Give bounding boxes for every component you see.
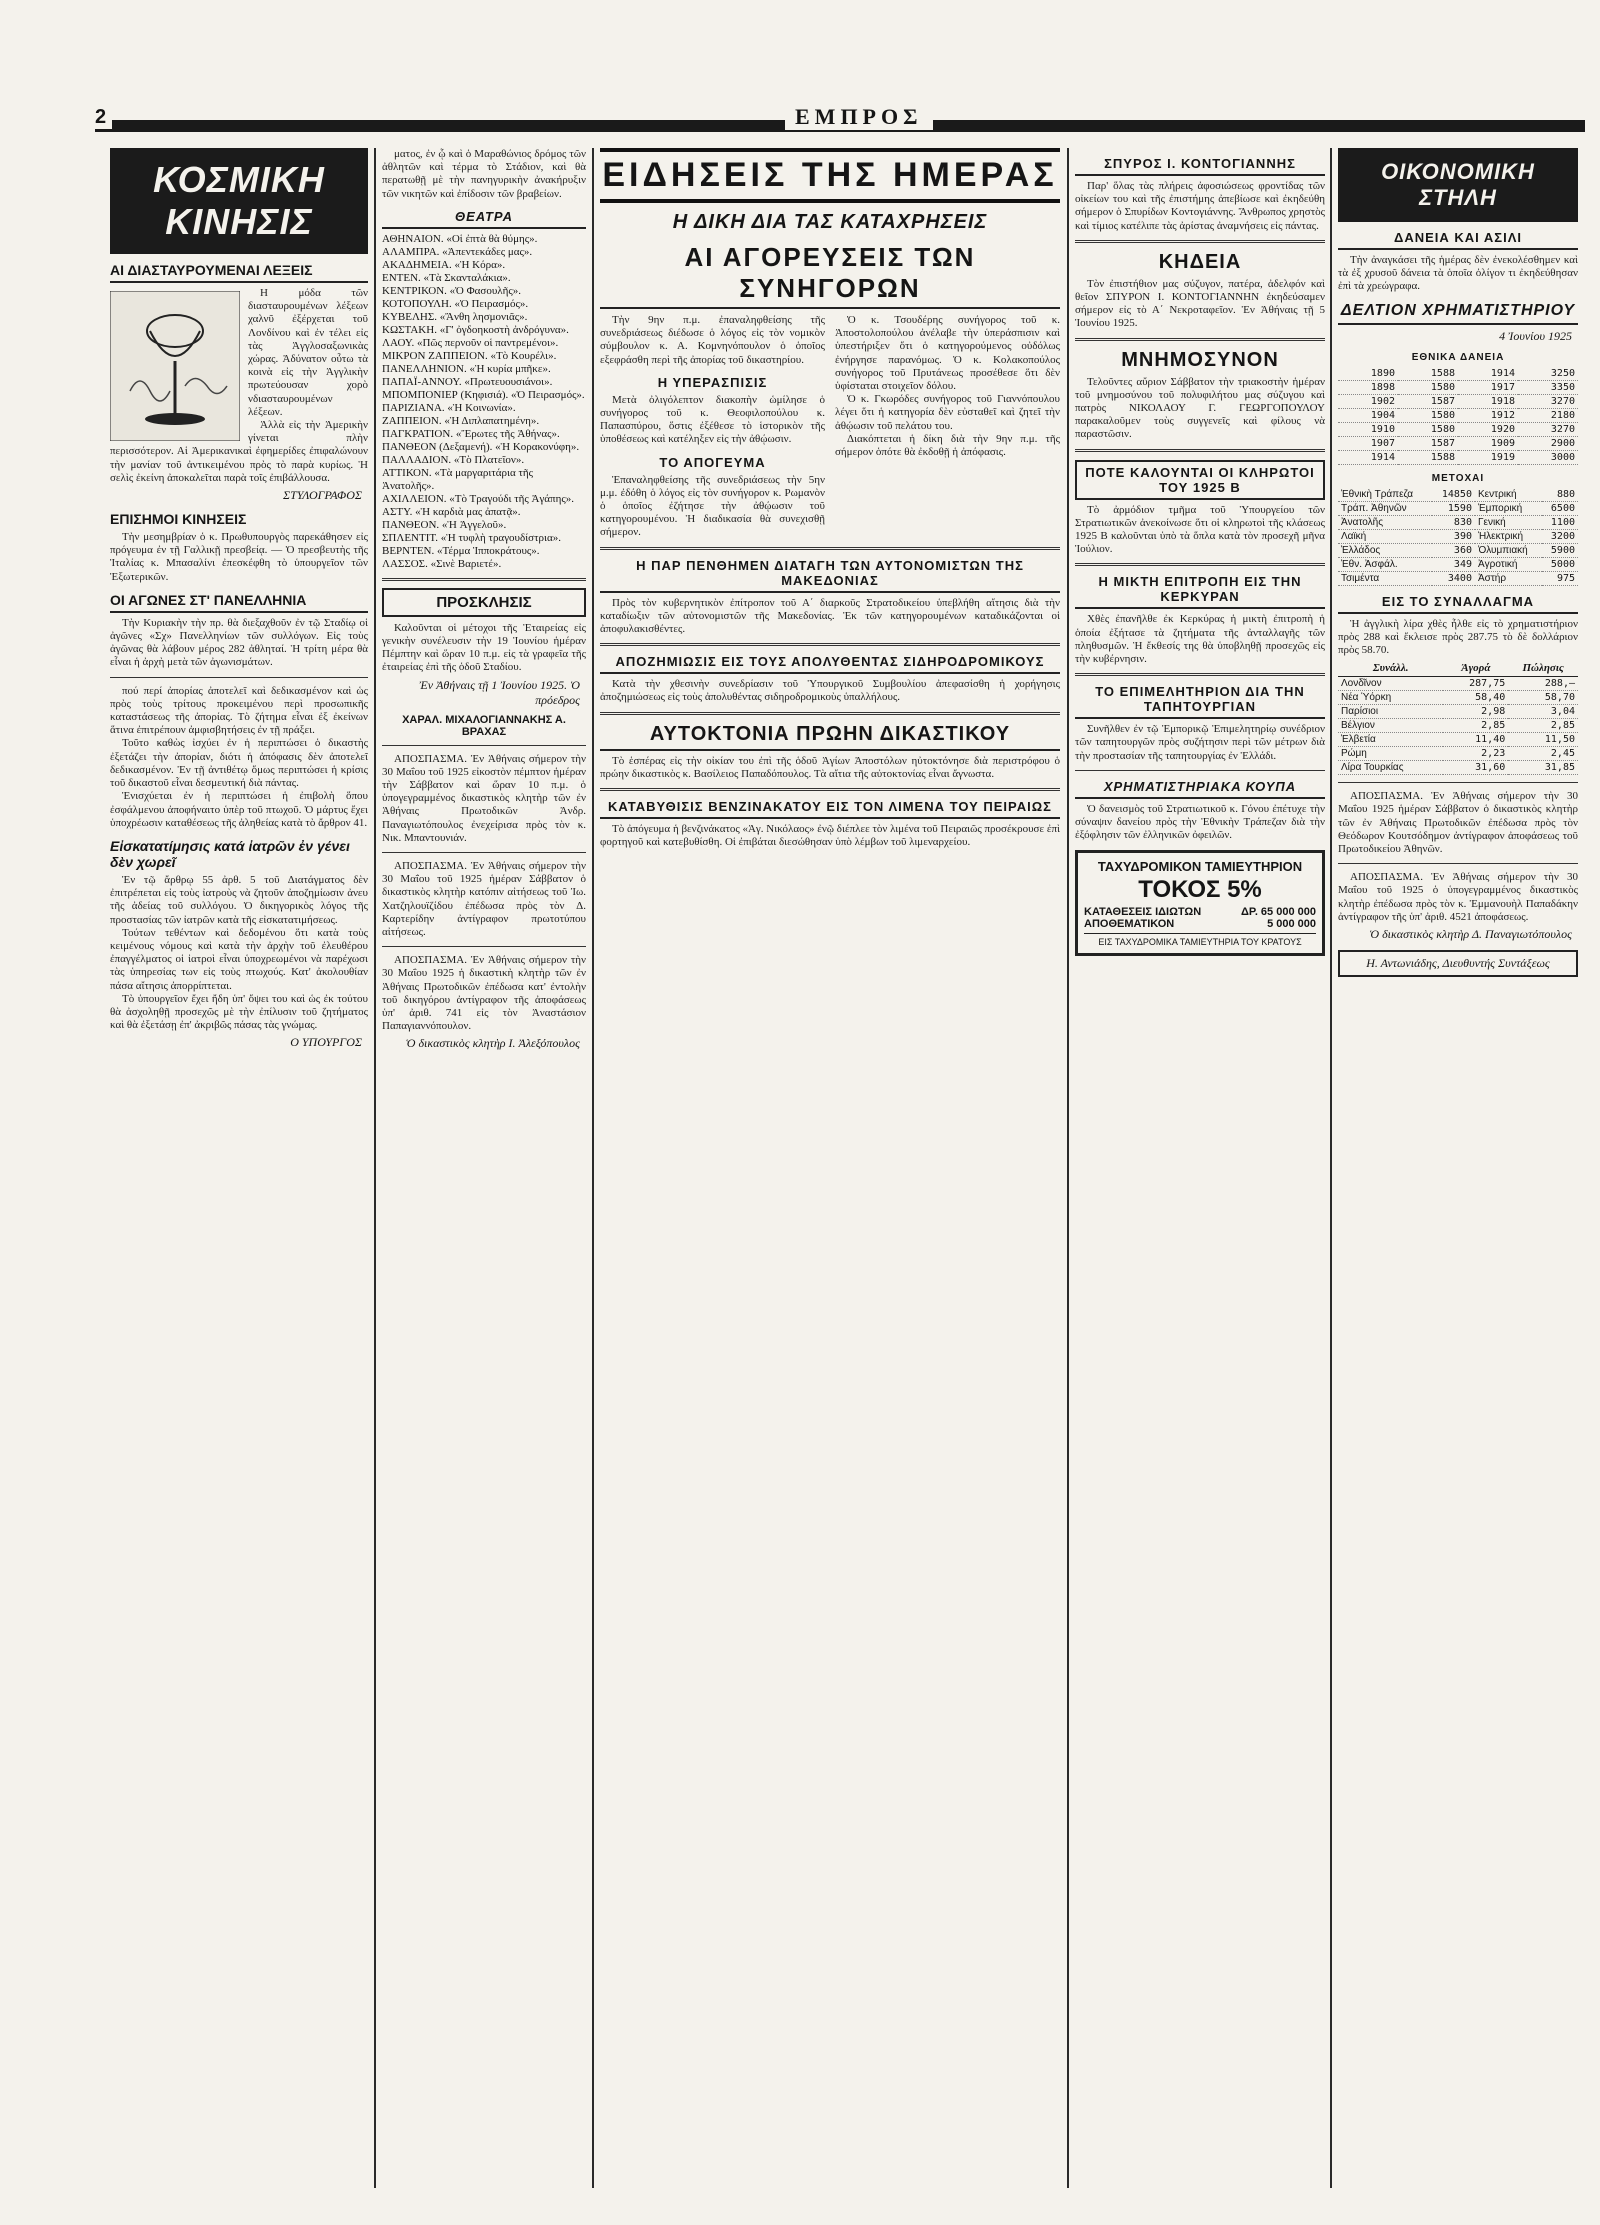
divider [382, 578, 586, 581]
article-paragraph: Ἐν τῷ ἄρθρῳ 55 ἀρθ. 5 τοῦ Διατάγματος δὲν ἐπιτρέπεται εἰς τοὺς ἰατροὺς νὰ ζητοῦν ἀποζημίωσιν ἀνευ τῆς ἀδείας τοῦ συλλόγου. Ὁ δικηγορικὸς λόγος τῆς προστασίας τῶν ἰατρῶν κατὰ τῆς εἰσκατατιμήσεως. [110, 873, 368, 926]
subheading: ΤΟ ΑΠΟΓΕΥΜΑ [659, 454, 766, 470]
theatre-listing: ΛΑΟΥ. «Πῶς περνοῦν οἱ παντρεμένοι». [382, 336, 559, 349]
ad-row [1084, 918, 1316, 930]
table-row [1338, 719, 1578, 733]
article-paragraph: Ἐνισχύεται ἐν ἡ περιπτώσει ἡ ἐπιβολὴ ὅπου ἐσφάλμενου ἀποφήναιτο ὑπὲρ τοῦ πτωχοῦ. Ὁ μάρτυς ἔχει ὑποχρέωσιν καταθέσεως τῆς ἀληθείας κατὰ τὸ ἄρθρον 41. [110, 790, 368, 829]
article-paragraph: Χθὲς ἐπανῆλθε ἐκ Κερκύρας ἡ μικτὴ ἐπιτροπὴ ἡ ὁποία ἐξήτασε τὰ ζητήματα τῆς ἀνταλλαγῆς τῶν πληθυσμῶν. Ἡ ἔκθεσίς της θὰ ὑποβληθῇ προσεχῶς εἰς τὴν κυβέρνησιν. [1075, 613, 1325, 666]
page-number: 2 [95, 106, 112, 129]
column-header: Συνάλλ. [1338, 660, 1443, 677]
article-signature: ΧΑΡΑΛ. ΜΙΧΑΛΟΓΙΑΝΝΑΚΗΣ Α. ΒΡΑΧΑΣ [402, 713, 566, 738]
table-cell: 2,85 [1508, 719, 1578, 733]
table-cell: Βέλγιον [1338, 719, 1443, 733]
article-paragraph: Τούτων τεθέντων καὶ δεδομένου ὅτι κατὰ τοὺς κειμένους νόμους καὶ κατὰ τὴν ἀρχὴν τοῦ ἐλευθέρου ἐπαγγέλματος οἱ ἰατροὶ εἶναι ὑποχρεωμένοι νὰ παρέχωσι τὰς ὑπηρεσίας των εἰς τοὺς πτωχούς. Κατ' ἀκολουθίαν πάσα αἴτησις ἀπορρίπτεται. [110, 926, 368, 992]
column-header: Πώλησις [1508, 660, 1578, 677]
table-cell: 1587 [1398, 394, 1458, 408]
shares-table [1338, 488, 1578, 586]
theatre-list [382, 233, 586, 571]
table-cell: 5000 [1542, 557, 1578, 571]
column-theatres [382, 148, 586, 2188]
subheading: Η ΥΠΕΡΑΣΠΙΣΙΣ [657, 374, 768, 390]
table-cell: 349 [1432, 557, 1475, 571]
table-heading: ΕΘΝΙΚΑ ΔΑΝΕΙΑ [1411, 351, 1505, 363]
subheading: Η ΜΙΚΤΗ ΕΠΙΤΡΟΠΗ ΕΙΣ ΤΗΝ ΚΕΡΚΥΡΑΝ [1075, 574, 1325, 609]
legal-notice: ΑΠΟΣΠΑΣΜΑ. Ἐν Ἀθήναις σήμερον τὴν 30 Μαΐου τοῦ 1925 εἰκοστὸν πέμπτον ἡμέραν τὴν Σάββατον καὶ ὥραν 10 π.μ. ὁ ὑπογεγραμμένος δικαστικὸς κλητὴρ τῶν ἐν Ἀθήναις Πρωτοδικῶν Ἀνδρ. Παναγιωτόπουλος ἐνεχείρισα πρὸς τὸν κ. Νικ. Μπαντουνιάν. [382, 752, 586, 844]
divider [1075, 673, 1325, 676]
funeral-heading: ΚΗΔΕΙΑ [1158, 250, 1242, 273]
table-cell: 31,60 [1443, 761, 1508, 775]
table-cell: 1100 [1542, 515, 1578, 529]
theatre-listing: ΜΙΚΡΟΝ ΖΑΠΠΕΙΟΝ. «Τὸ Κουρέλι». [382, 349, 557, 362]
savings-bank-advertisement [1075, 850, 1325, 956]
divider [1075, 338, 1325, 341]
table-cell: 14850 [1432, 488, 1475, 502]
article-paragraph: Τὴν μεσημβρίαν ὁ κ. Πρωθυπουργὸς παρεκάθησεν εἰς πρόγευμα ἐν τῇ Γαλλικῇ πρεσβείᾳ. — Ὁ πρεσβευτὴς τῆς Ἰταλίας κ. Μπασαλίνι ἐπεσκέφθη τὸ ὑπουργεῖον τῶν Ἐξωτερικῶν. [110, 531, 368, 583]
theatre-listing: ΚΟΤΟΠΟΥΛΗ. «Ὁ Πειρασμός». [382, 297, 529, 310]
table-cell: 2,85 [1443, 719, 1508, 733]
table-cell: 1590 [1432, 501, 1475, 515]
table-cell: Ἐθν. Ἀσφάλ. [1338, 557, 1432, 571]
theatre-listing: ΕΝΤΕΝ. «Τὰ Σκανταλάκια». [382, 271, 511, 284]
table-cell: 2,98 [1443, 705, 1508, 719]
article-signature: Ὁ δικαστικὸς κλητὴρ Δ. Παναγιωτόπουλος [1369, 927, 1572, 942]
subheading: ΑΥΤΟΚΤΟΝΙΑ ΠΡΩΗΝ ΔΙΚΑΣΤΙΚΟΥ [600, 723, 1060, 751]
table-row [1338, 367, 1578, 381]
table-row [1338, 747, 1578, 761]
article-paragraph: Ὁ κ. Γκωρόδες συνήγορος τοῦ Γιαννόπουλου λέγει ὅτι ἡ κατηγορία δὲν εὐσταθεῖ καὶ ζητεῖ τὴν ἀθῴωσιν τοῦ πελάτου του. [835, 393, 1060, 432]
theatre-listing: ΑΛΑΜΠΡΑ. «Ἀπεντεκάδες μας». [382, 245, 533, 258]
table-cell: 3200 [1542, 529, 1578, 543]
table-row [1338, 488, 1578, 502]
table-cell: 6500 [1542, 501, 1578, 515]
ad-row [1084, 906, 1316, 918]
table-cell: Ἀγροτική [1475, 557, 1542, 571]
table-cell: 360 [1432, 543, 1475, 557]
subheading: Η ΠΑΡ ΠΕΝΘΗΜΕΝ ΔΙΑΤΑΓΗ ΤΩΝ ΑΥΤΟΝΟΜΙΣΤΩΝ ΤΗΣ ΜΑΚΕΔΟΝΙΑΣ [600, 558, 1060, 593]
theatre-listing: ΠΑΝΘΕΟΝ. «Ἡ Ἀγγελοῦ». [382, 518, 507, 531]
table-row [1338, 733, 1578, 747]
table-cell: 1580 [1398, 408, 1458, 422]
article-paragraph: ματος, ἐν ᾧ καὶ ὁ Μαραθώνιος δρόμος τῶν ἀθλητῶν καὶ τέρμα τὸ Στάδιον, καὶ θὰ περατωθῇ μὲ τὴν πανηγυρικὴν ἀνακήρυξιν τῶν νικητῶν καὶ ἐπίδοσιν τῶν βραβείων. [382, 148, 586, 200]
article-paragraph: Συνῆλθεν ἐν τῷ Ἐμπορικῷ Ἐπιμελητηρίῳ συνέδριον τῶν ταπητουργῶν πρὸς συζήτησιν περὶ τῶν μέτρων διὰ τὴν προστασίαν τῆς ταπητουργίας ἐν Ἑλλάδι. [1075, 723, 1325, 762]
table-row [1338, 394, 1578, 408]
legal-notice: ΑΠΟΣΠΑΣΜΑ. Ἐν Ἀθήναις σήμερον τὴν 30 Μαΐου τοῦ 1925 ὁ ὑπογεγραμμένος δικαστικὸς κλητὴρ ἐπέδωσα πρὸς τὸν κ. Ἐμμανουὴλ Παπαδάκην ἀντίγραφον τῆς ὑπ' ἀριθ. 4521 ἀποφάσεως. [1338, 871, 1578, 923]
article-paragraph: Τὴν 9ην π.μ. ἐπαναληφθείσης τῆς συνεδριάσεως διέδωσε ὁ λόγος εἰς τὸν νομικὸν σύμβουλον κ. Α. Κομνηνόπουλον ὁ ὁποῖος εξεφράσθη περὶ τῆς ἀπορίας τοῦ δικαστηρίου. [600, 314, 825, 366]
table-cell: 1588 [1398, 450, 1458, 464]
ad-footer: ΕΙΣ ΤΑΧΥΔΡΟΜΙΚΑ ΤΑΜΙΕΥΤΗΡΙΑ ΤΟΥ ΚΡΑΤΟΥΣ [1084, 933, 1316, 947]
article-paragraph: Παρ' ὅλας τὰς πλήρεις ἀφοσιώσεως φροντίδας τῶν οἰκείων του καὶ τῆς ἐπιστήμης ἀπεβίωσε καὶ ἐκηδεύθη σήμερον ὁ Σπυρίδων Κοντογιάννης. Ἄνθρωπος χρηστὸς καὶ τίμιος κατέλιπε τὰς ἀρίστας ἀναμνήσεις εἰς πάντας. [1075, 180, 1325, 232]
article-paragraph: Τὴν ἀναγκάσει τῆς ἡμέρας δὲν ἐνεκολέσθημεν καὶ τὰ ἐξ χρυσοῦ δάνεια τὰ ὁποῖα ὀλίγον τι ἐκηδεύθησαν ἐπὶ τὰ χρεώγραφα. [1338, 254, 1578, 293]
table-cell: Ἀστήρ [1475, 571, 1542, 585]
legal-notice: ΑΠΟΣΠΑΣΜΑ. Ἐν Ἀθήναις σήμερον τὴν 30 Μαΐου τοῦ 1925 ἡμέραν Σάββατον ὁ δικαστικὸς κλητὴρ κατόπιν αἰτήσεως τοῦ Ἰω. Χατζηλουϊζίδου ἐπέδωσα πρὸς τὸν Δ. Καρτερίδην ἀντίγραφον πρωτοτύπου αἰτήσεως. [382, 860, 586, 939]
table-row [1338, 677, 1578, 691]
table-cell: 1918 [1458, 394, 1518, 408]
divider [1075, 449, 1325, 452]
editor-box: Η. Αντωνιάδης, Διευθυντής Συντάξεως [1338, 950, 1578, 977]
table-cell: Ἐθνικὴ Τράπεζα [1338, 488, 1432, 502]
table-row [1338, 501, 1578, 515]
divider [1075, 240, 1325, 243]
two-column-body [600, 314, 1060, 540]
table-cell: 1580 [1398, 380, 1458, 394]
article-paragraph: Καλοῦνται οἱ μέτοχοι τῆς Ἑταιρείας εἰς γενικὴν συνέλευσιν τὴν 19 Ἰουνίου ἡμέραν Πέμπτην καὶ ὥραν 10 π.μ. εἰς τὰ γραφεῖα τῆς ἐταιρείας ἐπὶ τῆς ὁδοῦ Σταδίου. [382, 621, 586, 674]
table-heading: ΕΙΣ ΤΟ ΣΥΝΑΛΛΑΓΜΑ [1338, 594, 1578, 614]
theatre-listing: ΖΑΠΠΕΙΟΝ. «Ἡ Διπλαπατημένη». [382, 414, 540, 427]
national-loans-table [1338, 367, 1578, 465]
ad-row-label: ΚΑΤΑΘΕΣΕΙΣ ΙΔΙΩΤΩΝ [1084, 906, 1202, 919]
table-cell: 5900 [1542, 543, 1578, 557]
table-cell: 1919 [1458, 450, 1518, 464]
article-paragraph: Ἐπαναληφθείσης τῆς συνεδριάσεως τὴν 5ην μ.μ. ἐδόθη ὁ λόγος εἰς τὸν συνήγορον κ. Ρωμανὸν ὁ ὁποῖος ἐζήτησε τὴν ἀθῴωσιν τοῦ κατηγορουμένου. Ἡ διαδικασία θὰ συνεχισθῇ σήμερον. [600, 473, 825, 539]
table-cell: 1904 [1338, 408, 1398, 422]
table-cell: 1907 [1338, 436, 1398, 450]
table-cell: Ὀλυμπιακή [1475, 543, 1542, 557]
article-paragraph: Κατὰ τὴν χθεσινὴν συνεδρίασιν τοῦ Ὑπουργικοῦ Συμβουλίου ἀπεφασίσθη ἡ χορήγησις ἀποζημιώσεως εἰς τοὺς ἀπολυθέντας σιδηροδρομικοὺς ὑπαλλήλους. [600, 678, 1060, 704]
divider [1075, 770, 1325, 771]
theatre-listing: ΠΑΓΚΡΑΤΙΟΝ. «Ἔρωτες τῆς Ἀθήνας». [382, 427, 560, 440]
article-paragraph: Τὸ ἀπόγευμα ἡ βενζινάκατος «Ἀγ. Νικόλαος» ἐνῷ διέπλεε τὸν λιμένα τοῦ Πειραιῶς προσέκρουσε ἐπὶ φορτηγοῦ καὶ κατεβυθίσθη. Οἱ ἐπιβάται διεσώθησαν ὑπὸ λέμβων τοῦ λιμεναρχείου. [600, 823, 1060, 849]
theatre-listing: ΠΑΠΑΪ-ΑΝΝΟΥ. «Πρωτευουσιάνοι». [382, 375, 553, 388]
column-divider [1330, 148, 1332, 2188]
table-row [1338, 571, 1578, 585]
theatre-listing: ΛΑΣΣΟΣ. «Σινὲ Βαριετέ». [382, 557, 502, 570]
article-signature: ΣΤΥΛΟΓΡΑΦΟΣ [282, 488, 362, 503]
table-cell: Γενική [1475, 515, 1542, 529]
divider [600, 788, 1060, 791]
table-cell: 58,70 [1508, 691, 1578, 705]
table-row [1338, 543, 1578, 557]
section-banner-news: ΕΙΔΗΣΕΙΣ ΤΗΣ ΗΜΕΡΑΣ [600, 148, 1060, 203]
table-cell: 1902 [1338, 394, 1398, 408]
table-cell: 11,50 [1508, 733, 1578, 747]
table-cell: 1914 [1458, 367, 1518, 381]
ad-row-label: ΑΠΟΘΕΜΑΤΙΚΟΝ [1084, 918, 1175, 931]
article-headline: ΟΙ ΑΓΩΝΕΣ ΣΤ' ΠΑΝΕΛΛΗΝΙΑ [110, 592, 368, 613]
table-cell: Τσιμέντα [1338, 571, 1432, 585]
article-paragraph: Ἡ ἀγγλικὴ λίρα χθὲς ἦλθε εἰς τὸ χρηματιστήριον πρὸς 288 καὶ ἔκλεισε πρὸς 287.75 τὸ δὲ δολλάριον πρὸς 58.70. [1338, 617, 1578, 657]
table-cell: 31,85 [1508, 761, 1578, 775]
table-cell: Ρώμη [1338, 747, 1443, 761]
table-cell: 1920 [1458, 422, 1518, 436]
column-divider [1067, 148, 1069, 2188]
subheading: ΠΟΤΕ ΚΑΛΟΥΝΤΑΙ ΟΙ ΚΛΗΡΩΤΟΙ ΤΟΥ 1925 Β [1075, 460, 1325, 500]
article-paragraph: Διακόπτεται ἡ δίκη διὰ τὴν 9ην π.μ. τῆς σήμερον ὁπότε θὰ ἐκδοθῇ ἡ ἀπόφασις. [835, 432, 1060, 459]
table-cell: 3400 [1432, 571, 1475, 585]
column-divider [374, 148, 376, 2188]
divider [382, 745, 586, 746]
table-cell: 1580 [1398, 422, 1458, 436]
memorial-heading: ΜΝΗΜΟΣΥΝΟΝ [1121, 348, 1279, 371]
table-cell: 1890 [1338, 367, 1398, 381]
table-cell: 2,45 [1508, 747, 1578, 761]
column-news [600, 148, 1060, 2188]
ad-row-value: 5 000 000 [1267, 918, 1316, 931]
article-signature: Ο ΥΠΟΥΡΓΟΣ [290, 1035, 362, 1050]
table-cell: 3270 [1518, 422, 1578, 436]
theatre-listing: ΣΠΛΕΝΤΙΤ. «Ἡ τυφλὴ τραγουδίστρια». [382, 531, 561, 544]
column-divider [592, 148, 594, 2188]
ad-interest-rate: ΤΟΚΟΣ 5% [1138, 876, 1262, 904]
table-cell: 880 [1542, 488, 1578, 502]
article-paragraph: Ὁ κ. Τσουδέρης συνήγορος τοῦ κ. Ἀποστολοπούλου ἀνέλαβε τὴν ὑπεράσπισιν καὶ ὑπεστήριξεν ὅτι ὁ κατηγορούμενος οὐδόλως ἐνήργησε παρανόμως. Ὁ κ. Κολακοπούλος συνήγορος τοῦ Πρυτάνεως προσέθεσε ὅτι δὲν ὑφίσταται στοιχεῖον δόλου. [835, 314, 1060, 393]
table-cell: Λαϊκή [1338, 529, 1432, 543]
theatre-listing: ΑΘΗΝΑΙΟΝ. «Οἱ ἐπτὰ θὰ θύμης». [382, 232, 538, 245]
theatre-listing: ΑΤΤΙΚΟΝ. «Τὰ μαργαριτάρια τῆς Ἀνατολῆς». [382, 466, 534, 492]
table-cell: Κεντρική [1475, 488, 1542, 502]
table-cell: 1912 [1458, 408, 1518, 422]
table-cell: 1917 [1458, 380, 1518, 394]
theatres-heading: ΘΕΑΤΡΑ [382, 209, 586, 229]
exchange-bulletin-heading: ΔΕΛΤΙΟΝ ΧΡΗΜΑΤΙΣΤΗΡΙΟΥ [1338, 302, 1578, 325]
column-header: Ἀγορά [1443, 660, 1508, 677]
divider [1338, 782, 1578, 783]
article-signature: Ὁ δικαστικὸς κλητὴρ Ι. Ἀλεξόπουλος [405, 1036, 580, 1051]
table-cell: 1910 [1338, 422, 1398, 436]
divider [382, 946, 586, 947]
article-paragraph: Ἀλλὰ εἰς τὴν Ἀμερικὴν γίνεται πλὴν περισσότερον. Αἱ Ἀμερικανικαὶ ἐφημερίδες ἐπιφαλώνουν τὴν μανίαν τοῦ ἀντικειμένου πρὸς τὸ παρὰ κυρίως. Ἡ σελὶς ἐκείνη ἀποκαλεῖται παρὰ τοῖς ἐπιβάλλουσα. [110, 419, 368, 484]
table-cell: 1914 [1338, 450, 1398, 464]
divider [600, 643, 1060, 646]
table-cell: 1587 [1398, 436, 1458, 450]
table-cell: Ἠλεκτρική [1475, 529, 1542, 543]
table-cell: Λονδῖνον [1338, 677, 1443, 691]
theatre-listing: ΚΕΝΤΡΙΚΟΝ. «Ὁ Φασουλῆς». [382, 284, 522, 297]
article-paragraph: Τὸν ἐπιστήθιον μας σύζυγον, πατέρα, ἀδελφόν καὶ θεῖον ΣΠΥΡΟΝ Ι. ΚΟΝΤΟΓΙΑΝΝΗΝ ἐκηδεύσαμεν σήμερον εἰς τὸ Α΄ Νεκροταφεῖον. Ἐν Ἀθήναις τῇ 5 Ἰουνίου 1925. [1075, 277, 1325, 330]
table-row [1338, 705, 1578, 719]
exchange-rates-table [1338, 660, 1578, 775]
table-cell: 3,04 [1508, 705, 1578, 719]
divider [1075, 563, 1325, 566]
theatre-listing: ΠΑΡΙΖΙΑΝΑ. «Ἡ Κοινωνία». [382, 401, 516, 414]
table-cell: 3350 [1518, 380, 1578, 394]
divider [110, 677, 368, 678]
article-paragraph: Μετὰ ὀλιγόλεπτον διακοπὴν ὡμίλησε ὁ συνήγορος τοῦ κ. Θεοφιλοπούλου κ. Παπασπύρου, ὅστις ἐξέθεσε τὸ ἱστορικὸν τῆς ὑποθέσεως καὶ κατέληξεν εἰς τὴν ἀθῴωσιν. [600, 393, 825, 446]
table-row [1338, 408, 1578, 422]
main-headline: ΑΙ ΑΓΟΡΕΥΣΕΙΣ ΤΩΝ ΣΥΝΗΓΟΡΩΝ [600, 242, 1060, 309]
divider [600, 712, 1060, 715]
table-cell: Τράπ. Ἀθηνῶν [1338, 501, 1432, 515]
article-paragraph: Τὸ ἑσπέρας εἰς τὴν οἰκίαν του ἐπὶ τῆς ὁδοῦ Ἀγίων Ἀποστόλων ηὐτοκτόνησε διὰ περιστρόφου ὁ πρώην δικαστικὸς κ. Βασίλειος Παπαδόπουλος. Τὰ αἴτια τῆς αὐτοκτονίας εἶναι ἄγνωστα. [600, 754, 1060, 780]
table-row [1338, 529, 1578, 543]
table-cell: Ἐμπορική [1475, 501, 1542, 515]
table-cell: 3250 [1518, 367, 1578, 381]
table-cell: 1898 [1338, 380, 1398, 394]
column-society [110, 148, 368, 2188]
table-cell: 3270 [1518, 394, 1578, 408]
subheading: ΚΑΤΑΒΥΘΙΣΙΣ ΒΕΝΖΙΝΑΚΑΤΟΥ ΕΙΣ ΤΟΝ ΛΙΜΕΝΑ ΤΟΥ ΠΕΙΡΑΙΩΣ [600, 799, 1060, 819]
lamp-icon [110, 291, 240, 441]
table-cell: Λίρα Τουρκίας [1338, 761, 1443, 775]
theatre-listing: ΚΥΒΕΛΗΣ. «Ἄνθη λησμονιᾶς». [382, 310, 528, 323]
theatre-listing: ΚΩΣΤΑΚΗ. «Γ' ὀγδοηκοστὴ ἀνδρόγυνα». [382, 323, 569, 336]
table-row [1338, 422, 1578, 436]
table-cell: 2,23 [1443, 747, 1508, 761]
paper-name: ΕΜΠΡΟΣ [785, 104, 933, 130]
left-body [600, 314, 825, 540]
table-cell: 830 [1432, 515, 1475, 529]
table-row [1338, 380, 1578, 394]
bulletin-date: 4 Ἰουνίου 1925 [1499, 328, 1572, 343]
table-cell: Ἑλβετία [1338, 733, 1443, 747]
table-cell: 288,— [1508, 677, 1578, 691]
article-paragraph: Τοῦτο καθὼς ἰσχύει ἐν ἡ περιπτώσει ὁ δικαστὴς ἐξετάζει τὴν ἀπορίαν, διότι ἡ ἀπόφασις δὲν ἀποτελεῖ δεδικασμένον. Ἐν τῇ ἀντιθέτῳ ὅμως περιπτώσει ἡ κρίσις τοῦ δικαστοῦ εἶναι δεσμευτική διὰ πάντας. [110, 737, 368, 790]
table-row [1338, 557, 1578, 571]
theatre-listing: ΑΚΑΔΗΜΕΙΑ. «Ἡ Κόρα». [382, 258, 506, 271]
article-paragraph: Η μόδα τῶν διασταυρουμένων λέξεων χαλνῦ ἐξέρχεται τοῦ Λονδίνου καὶ ἐν τέλει εἰς τὰς Ἀγγλοσαξωνικὰς χώρας. Ἀδύνατον οὖτω τὰ κοινὰ εἰς τὴν Ἀγγλικὴν πρωτεύουσαν χορὸ νδιασταυρουμένων λέξεων. [248, 287, 368, 418]
article-paragraph: Τὴν Κυριακὴν τὴν πρ. θὰ διεξαχθοῦν ἐν τῷ Σταδίῳ οἱ ἀγῶνες «Σχ» Πανελληνίων τῶν συλλόγων. Εἰς τοὺς ἀγῶνας θὰ λάβουν μέρος 282 ἀθληταί. Ἡ τρίτη μέρα θὰ εἶναι ἡ ἀρχὴ μετὰ τῶν ἀγωνισμάτων. [110, 616, 368, 669]
article-paragraph: Τελοῦντες αὔριον Σάββατον τὴν τριακοστὴν ἡμέραν τοῦ μνημοσύνου τοῦ πολυφιλήτου μας σύζυγου καὶ πατρὸς ΝΙΚΟΛΑΟΥ Γ. ΓΕΩΡΓΟΠΟΥΛΟΥ παρακαλοῦμεν τοὺς συγγενεῖς καὶ φίλους νὰ παραστῶσιν. [1075, 375, 1325, 441]
theatre-listing: ΑΧΙΛΛΕΙΟΝ. «Τὸ Τραγούδι τῆς Ἀγάπης». [382, 492, 574, 505]
theatre-listing: ΑΣΤΥ. «Ἡ καρδιὰ μας ἀπατᾷ». [382, 505, 521, 518]
table-cell: 1588 [1398, 367, 1458, 381]
table-row [1338, 691, 1578, 705]
table-cell: Παρίσιοι [1338, 705, 1443, 719]
column-notices [1075, 148, 1325, 2188]
table-cell: Νέα Ὑόρκη [1338, 691, 1443, 705]
table-header-row [1338, 660, 1578, 677]
divider [1338, 863, 1578, 864]
table-cell: 11,40 [1443, 733, 1508, 747]
theatre-listing: ΠΑΝΘΕΟΝ (Δεξαμενή). «Ἡ Κορακονύφη». [382, 440, 580, 453]
table-cell: 390 [1432, 529, 1475, 543]
theatre-listing: ΠΑΛΛΑΔΙΟΝ. «Τὸ Πλατεῖον». [382, 453, 525, 466]
table-cell: 2900 [1518, 436, 1578, 450]
kicker: Η ΔΙΚΗ ΔΙΑ ΤΑΣ ΚΑΤΑΧΡΗΣΕΙΣ [672, 211, 988, 233]
section-banner-society: ΚΟΣΜΙΚΗ ΚΙΝΗΣΙΣ [110, 148, 368, 254]
article-headline: ΑΙ ΔΙΑΣΤΑΥΡΟΥΜΕΝΑΙ ΛΕΞΕΙΣ [110, 262, 368, 283]
ad-title: ΤΑΧΥΔΡΟΜΙΚΟΝ ΤΑΜΙΕΥΤΗΡΙΟΝ [1097, 859, 1303, 875]
obituary-heading: ΣΠΥΡΟΣ Ι. ΚΟΝΤΟΓΙΑΝΝΗΣ [1075, 156, 1325, 176]
divider [600, 547, 1060, 550]
section-banner-economy: ΟΙΚΟΝΟΜΙΚΗ ΣΤΗΛΗ [1338, 148, 1578, 222]
lamp-illustration [110, 291, 240, 441]
table-cell: 1909 [1458, 436, 1518, 450]
theatre-listing: ΜΠΟΜΠΟΝΙΕΡ (Κηφισιά). «Ὁ Πειρασμός». [382, 388, 585, 401]
theatre-listing: ΠΑΝΕΛΛΗΝΙΟΝ. «Ἡ κυρία μπῆκε». [382, 362, 551, 375]
table-cell: Ἐλλάδος [1338, 543, 1432, 557]
article-paragraph: πού περί ἀπορίας ἀποτελεῖ καὶ δεδικασμένον καὶ ὡς πρὸς τοὺς τρίτους προκειμένου περὶ προσωπικῆς καταστάσεως τῆς ἀπορίας. Τὸ ζήτημα εἶναι ἐξ ἐκείνων ἅτινα ἐπιτρέπουν ἀμφισβητήσεις ἐν τῇ πράξει. [110, 684, 368, 737]
article-signature: Ἐν Ἀθήναις τῇ 1 Ἰουνίου 1925. Ὁ πρόεδρος [419, 677, 580, 707]
article-paragraph: Πρὸς τὸν κυβερνητικὸν ἐπίτροπον τοῦ Α΄ διαρκοῦς Στρατοδικείου ὑπεβλήθη αἴτησις διὰ τὴν καταδίωξιν τῶν αὐτονομιστῶν τῆς Μακεδονίας. Ἐκ τῶν κατηγορουμένων καταδικάζονται οἱ ἀποφυλακισθέντες. [600, 596, 1060, 636]
article-paragraph: Ὁ δανεισμὸς τοῦ Στρατιωτικοῦ κ. Γόνου ἐπέτυχε τὴν σύναψιν δανείου πρὸς τὴν Ἐθνικὴν Τράπεζαν διὰ τὴν ἐξόφλησιν τῶν ἐλληνικῶν ὀφειλῶν. [1075, 802, 1325, 842]
table-cell: 975 [1542, 571, 1578, 585]
legal-notice: ΑΠΟΣΠΑΣΜΑ. Ἐν Ἀθήναις σήμερον τὴν 30 Μαΐου 1925 ἡμέραν Σάββατον ὁ δικαστικὸς κλητὴρ τῶν ἐν Ἀθήναις Πρωτοδικῶν ἐπέδωσα πρὸς τὸν Θεόδωρον Κουτσόδημον ἀντίγραφον ἀποφάσεως τοῦ Πρωτοδικείου Ἀθηνῶν. [1338, 790, 1578, 856]
subheading: ΤΟ ΕΠΙΜΕΛΗΤΗΡΙΟΝ ΔΙΑ ΤΗΝ ΤΑΠΗΤΟΥΡΓΙΑΝ [1075, 684, 1325, 719]
subheading: ΔΑΝΕΙΑ ΚΑΙ ΑΣΙΛΙ [1338, 230, 1578, 250]
table-heading: ΜΕΤΟΧΑΙ [1431, 472, 1485, 484]
table-cell: 2180 [1518, 408, 1578, 422]
subheading: ΑΠΟΖΗΜΙΩΣΙΣ ΕΙΣ ΤΟΥΣ ΑΠΟΛΥΘΕΝΤΑΣ ΣΙΔΗΡΟΔΡΟΜΙΚΟΥΣ [600, 654, 1060, 674]
table-cell: 287,75 [1443, 677, 1508, 691]
table-cell: 3000 [1518, 450, 1578, 464]
right-body [835, 314, 1060, 540]
table-row [1338, 436, 1578, 450]
divider [382, 852, 586, 853]
table-row [1338, 515, 1578, 529]
invitation-heading: ΠΡΟΣΚΛΗΣΙΣ [382, 588, 586, 617]
article-paragraph: Τὸ ἀρμόδιον τμῆμα τοῦ Ὑπουργείου τῶν Στρατιωτικῶν ἀνεκοίνωσε ὅτι οἱ κληρωτοὶ τῆς κλάσεως 1925 Β καλοῦνται ὑπὸ τὰ ὅπλα κατὰ τὸν προσεχῆ μῆνα Ἰούλιον. [1075, 503, 1325, 556]
masthead [95, 104, 1585, 140]
subheading: ΧΡΗΜΑΤΙΣΤΗΡΙΑΚΑ ΚΟΥΠΑ [1075, 779, 1325, 799]
table-row [1338, 761, 1578, 775]
article-headline: ΕΠΙΣΗΜΟΙ ΚΙΝΗΣΕΙΣ [110, 511, 247, 528]
theatre-listing: ΒΕΡΝΤΕΝ. «Τέρμα Ἱπποκράτους». [382, 544, 540, 557]
table-cell: 58,40 [1443, 691, 1508, 705]
article-paragraph: Τὸ ὑπουργεῖον ἔχει ἤδη ὑπ' ὄψει του καὶ ὡς ἐκ τούτου θὰ ἀσχοληθῇ προσεχῶς μὲ τὴν ἐπίλυσιν τοῦ ζητήματος καὶ θὰ ἐξετάσῃ ἐπ' ἀκριβῶς πάσας τὰς γνώμας. [110, 992, 368, 1032]
ad-row-value: ΔΡ. 65 000 000 [1240, 906, 1316, 919]
article-headline: Εἰσκατατίμησις κατά ἰατρῶν ἐν γένει δὲν χωρεῖ [110, 837, 350, 870]
table-cell: Ἀνατολῆς [1338, 515, 1432, 529]
table-row [1338, 450, 1578, 464]
column-economy [1338, 148, 1578, 2188]
legal-notice: ΑΠΟΣΠΑΣΜΑ. Ἐν Ἀθήναις σήμερον τὴν 30 Μαΐου 1925 ἡ δικαστικὴ κλητὴρ τῶν ἐν Ἀθήναις Πρωτοδικῶν ἐπέδωσα κατ' ἐντολὴν τοῦ δικηγόρου ἀντίγραφον τῆς ἀποφάσεως ὑπ' ἀριθ. 741 εἰς τὸν Ἀναστάσιον Παπαγιαννόπουλον. [382, 954, 586, 1033]
